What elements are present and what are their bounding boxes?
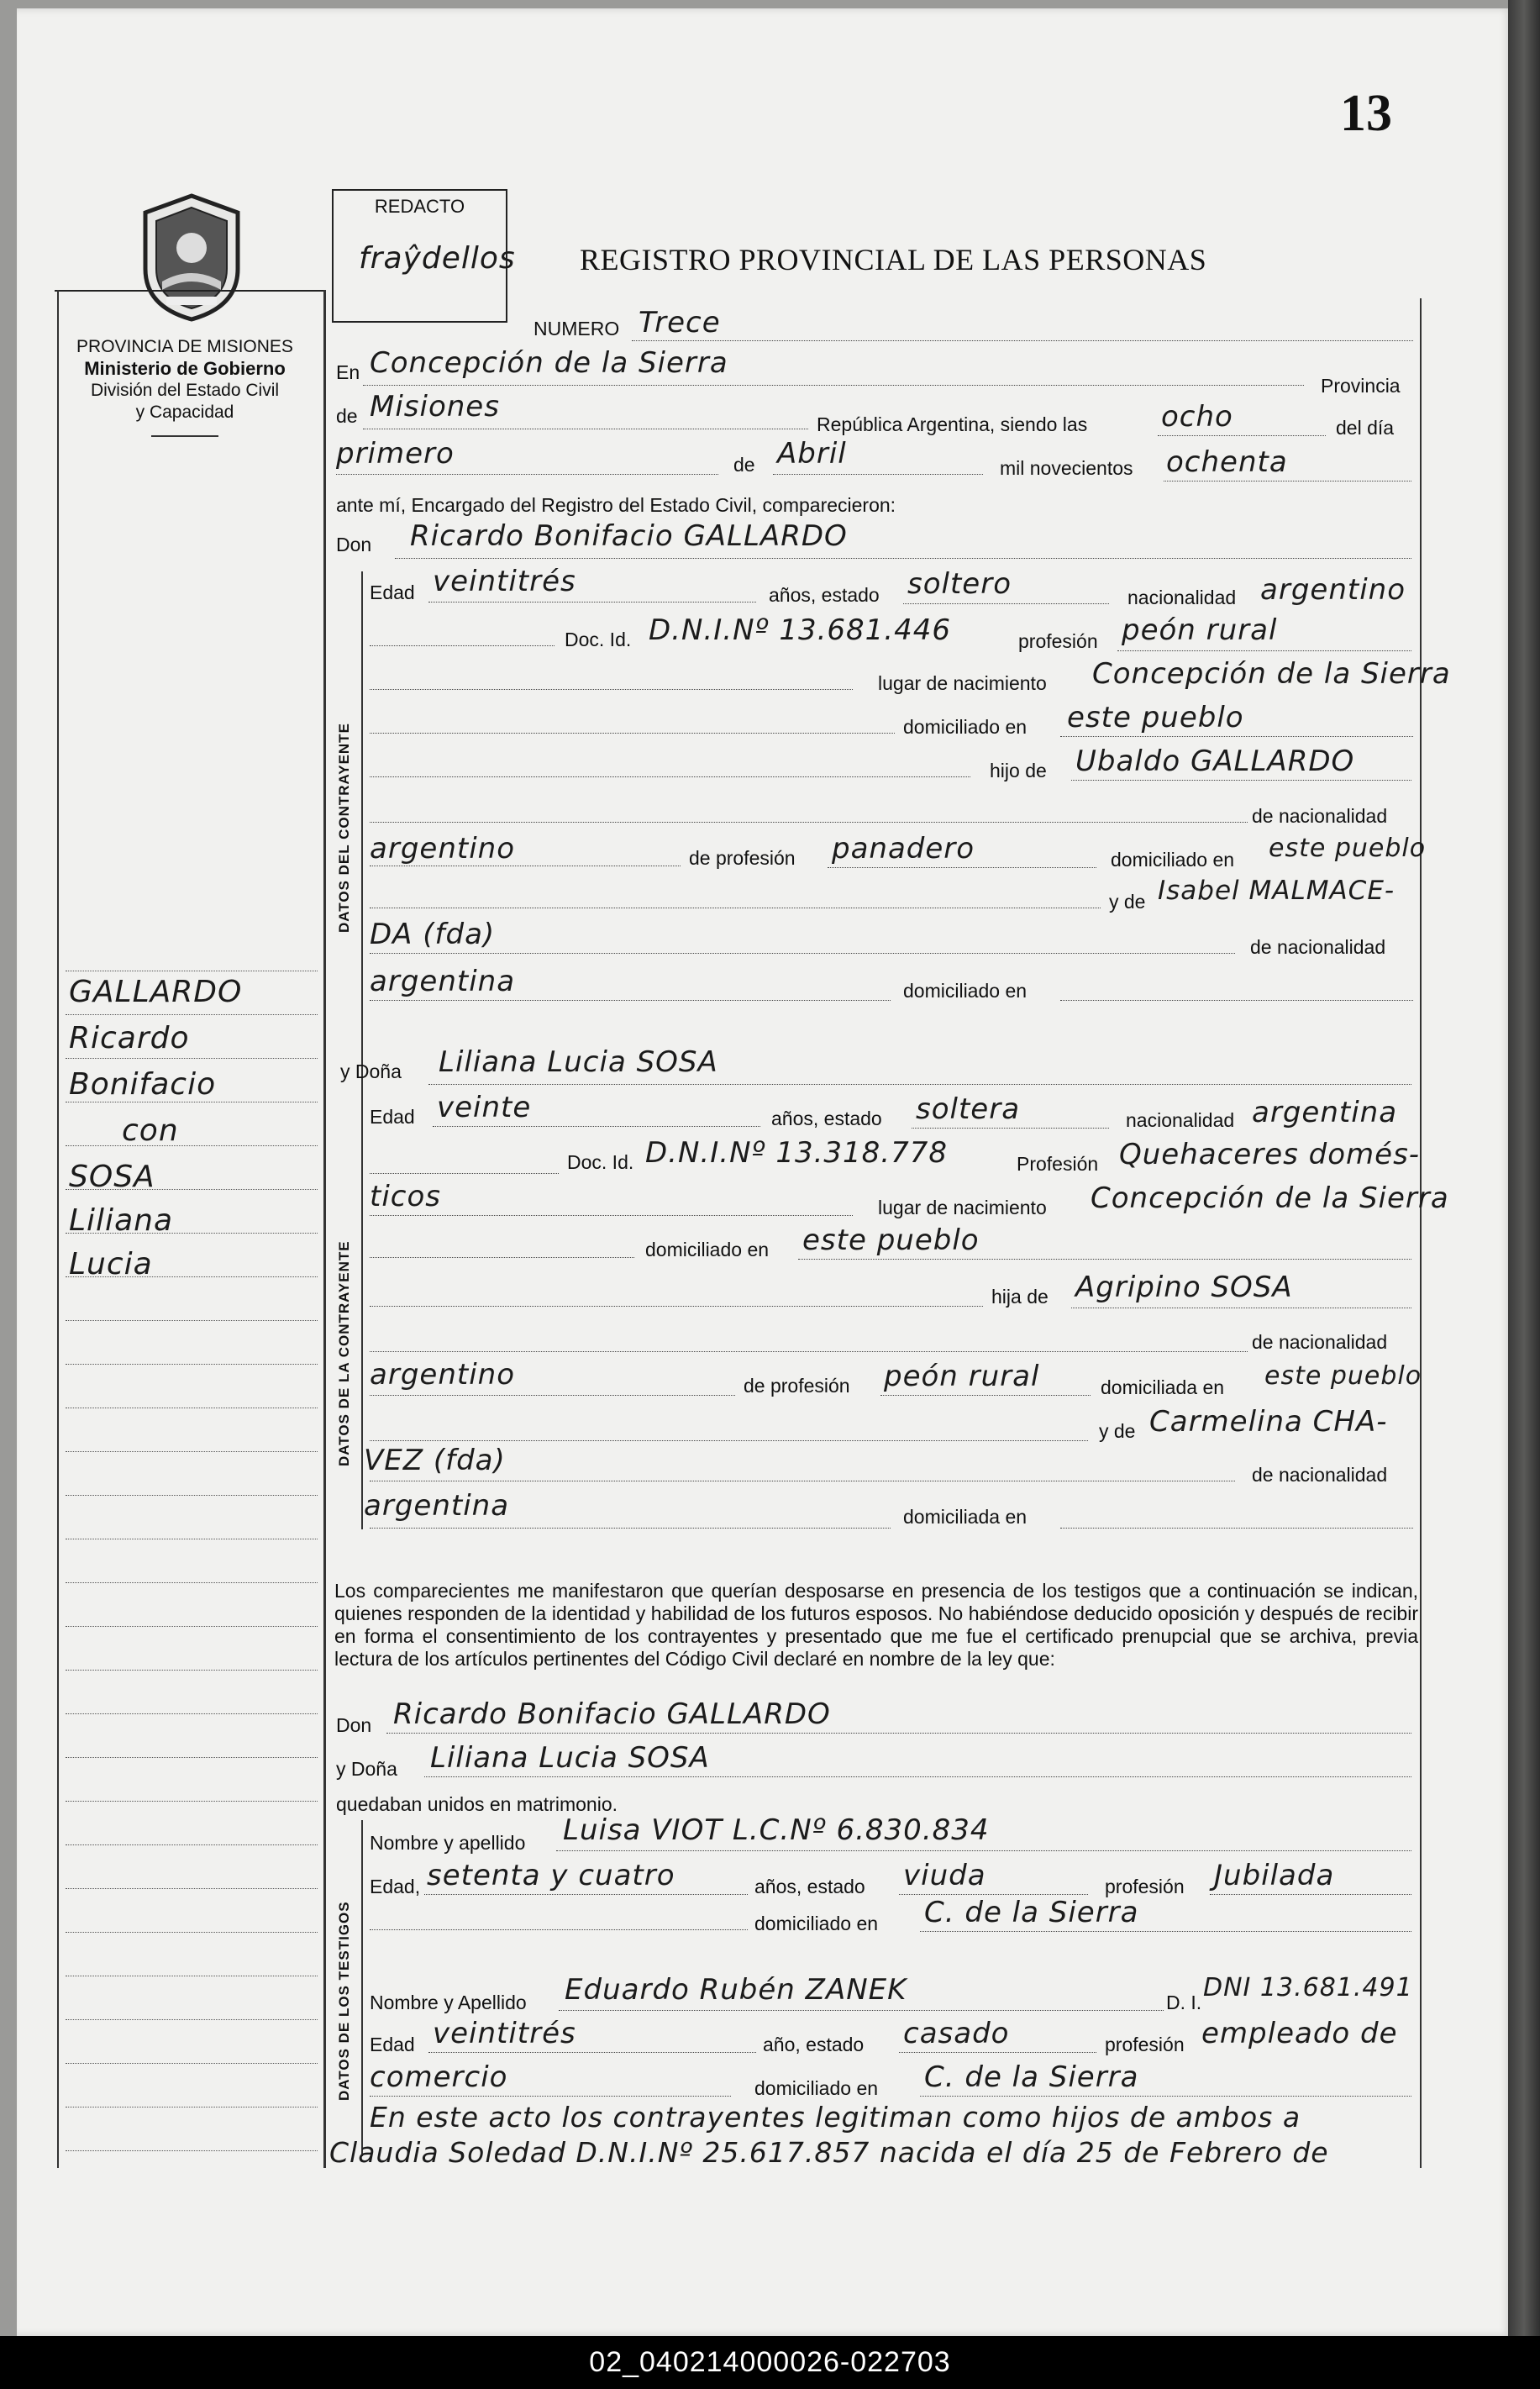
margin-name-surname: GALLARDO <box>69 975 243 1009</box>
profesion-f-label: Profesión <box>1017 1153 1099 1175</box>
t2-nombre-value: Eduardo Rubén ZANEK <box>565 1973 907 2007</box>
hora-value: ocho <box>1161 400 1233 434</box>
redacto-signature: fraŷdellos <box>359 241 516 276</box>
provincia-value: Misiones <box>370 390 500 424</box>
contrayente-section-label: DATOS DEL CONTRAYENTE <box>336 723 352 933</box>
t2-profesion-value: empleado de <box>1201 2017 1398 2050</box>
anios-estado-f-label: años, estado <box>771 1108 882 1129</box>
de-nacionalidad-f-label: de nacionalidad <box>1252 1331 1388 1353</box>
doc-value: D.N.I.Nº 13.681.446 <box>649 613 951 647</box>
file-name: 02_040214000026-022703 <box>589 2346 951 2378</box>
division-line: División del Estado Civil <box>90 381 280 400</box>
redacto-box <box>332 189 516 323</box>
testigos-section-label: DATOS DE LOS TESTIGOS <box>336 1901 352 2101</box>
redacto-label: REDACTO <box>374 196 465 217</box>
lugar-nacimiento-f-label: lugar de nacimiento <box>878 1197 1047 1218</box>
t2-doc-value: DNI 13.681.491 <box>1203 1973 1413 2002</box>
padre-value: Ubaldo GALLARDO <box>1075 745 1355 778</box>
decl-don-value: Ricardo Bonifacio GALLARDO <box>393 1697 831 1731</box>
madre-domicilio-label: domiciliado en <box>903 980 1028 1002</box>
margin-name-first: Ricardo <box>69 1021 190 1055</box>
profesion-f-value-cont: ticos <box>370 1180 441 1213</box>
madre-f-nacionalidad-value: argentina <box>364 1489 510 1523</box>
padre-f-profesion-value: peón rural <box>884 1360 1040 1393</box>
t2-profesion-label: profesión <box>1105 2034 1185 2055</box>
t2-profesion-value-cont: comercio <box>370 2060 508 2094</box>
t2-edad-label: Edad <box>370 2034 415 2055</box>
numero-value: Trece <box>639 306 721 339</box>
domicilio-label: domiciliado en <box>903 716 1028 738</box>
t2-nombre-label: Nombre y Apellido <box>370 1992 527 2013</box>
nacionalidad-f-value: argentina <box>1252 1096 1398 1129</box>
t1-edad-label: Edad, <box>370 1876 421 1897</box>
edad-f-value: veinte <box>437 1091 532 1124</box>
estado-value: soltero <box>907 567 1012 601</box>
edad-value: veintitrés <box>433 565 576 598</box>
madre-f-domicilio-label: domiciliada en <box>903 1506 1028 1528</box>
decl-don-label: Don <box>336 1714 372 1736</box>
quedaban-text: quedaban unidos en matrimonio. <box>336 1793 618 1815</box>
don-value: Ricardo Bonifacio GALLARDO <box>410 519 848 553</box>
madre-value-cont: DA (fda) <box>370 918 496 951</box>
padre-f-value: Agripino SOSA <box>1075 1271 1293 1304</box>
anio-value: ochenta <box>1166 445 1288 479</box>
margin-name-second: Bonifacio <box>69 1067 217 1102</box>
de-profesion-label: de profesión <box>689 847 796 869</box>
ante-label: ante mí, Encargado del Registro del Estado Civil, comparecieron: <box>336 494 896 516</box>
padre-domicilio-label: domiciliado en <box>1111 849 1235 871</box>
padre-profesion-value: panadero <box>832 832 975 866</box>
dona-value: Liliana Lucia SOSA <box>439 1045 718 1079</box>
de-label: de <box>336 405 358 427</box>
nacionalidad-label: nacionalidad <box>1127 587 1237 608</box>
edad-f-label: Edad <box>370 1106 415 1128</box>
doc-label: Doc. Id. <box>565 629 632 650</box>
domicilio-value: este pueblo <box>1067 701 1244 734</box>
padre-f-domicilio-value: este pueblo <box>1264 1361 1422 1391</box>
legitimation-note-line1: En este acto los contrayentes legitiman como hijos de ambos a <box>370 2101 1301 2134</box>
padre-f-domicilio-label: domiciliada en <box>1101 1376 1225 1398</box>
madre-nacionalidad-value: argentina <box>370 965 516 998</box>
lugar-nacimiento-value: Concepción de la Sierra <box>1092 657 1451 691</box>
margin-name-con: con <box>122 1113 179 1148</box>
doc-f-value: D.N.I.Nº 13.318.778 <box>645 1136 948 1170</box>
margin-name-second2: Lucia <box>69 1247 153 1281</box>
t2-edad-value: veintitrés <box>433 2017 576 2050</box>
margin-name-first2: Liliana <box>69 1203 173 1238</box>
t1-nombre-value: Luisa VIOT L.C.Nº 6.830.834 <box>563 1813 990 1847</box>
main-column-divider <box>323 290 325 2168</box>
t1-profesion-label: profesión <box>1105 1876 1185 1897</box>
t1-estado-label: años, estado <box>754 1876 865 1897</box>
de-nacionalidad-label: de nacionalidad <box>1252 805 1388 827</box>
t2-doc-label: D. I. <box>1166 1992 1202 2013</box>
hijo-de-label: hijo de <box>990 760 1047 781</box>
t2-domicilio-value: C. de la Sierra <box>924 2060 1139 2094</box>
lugar-value: Concepción de la Sierra <box>370 346 728 380</box>
profesion-label: profesión <box>1018 630 1098 652</box>
decl-dona-label: y Doña <box>336 1758 397 1780</box>
madre-value: Isabel MALMACE- <box>1158 876 1395 906</box>
profesion-value: peón rural <box>1122 613 1278 647</box>
de-mes-label: de <box>733 454 755 476</box>
padre-nacionalidad-value: argentino <box>370 832 515 866</box>
madre-f-nacionalidad-label: de nacionalidad <box>1252 1464 1388 1486</box>
dia-value: primero <box>336 437 455 471</box>
dona-label: y Doña <box>340 1060 402 1082</box>
book-binding <box>1508 0 1540 2353</box>
padre-domicilio-value: este pueblo <box>1269 834 1427 863</box>
decl-dona-value: Liliana Lucia SOSA <box>430 1741 710 1775</box>
capacity-line: y Capacidad <box>135 403 234 422</box>
y-de-f-label: y de <box>1099 1420 1136 1442</box>
mil-label: mil novecientos <box>1000 457 1133 479</box>
t1-nombre-label: Nombre y apellido <box>370 1832 526 1854</box>
t2-estado-label: año, estado <box>763 2034 865 2055</box>
testigos-section-line <box>361 1820 363 2156</box>
padre-f-nacionalidad-value: argentino <box>370 1358 515 1392</box>
hija-de-label: hija de <box>991 1286 1049 1308</box>
lugar-nacimiento-label: lugar de nacimiento <box>878 672 1047 694</box>
right-border <box>1420 298 1422 2168</box>
madre-f-value: Carmelina CHA- <box>1149 1405 1388 1439</box>
en-label: En <box>336 361 360 383</box>
page-number: 13 <box>1340 85 1392 142</box>
nacionalidad-f-label: nacionalidad <box>1126 1109 1235 1131</box>
domicilio-f-value: este pueblo <box>802 1223 980 1257</box>
domicilio-f-label: domiciliado en <box>645 1239 770 1260</box>
edad-label: Edad <box>370 581 415 603</box>
contrayente-f-section-label: DATOS DE LA CONTRAYENTE <box>336 1240 352 1466</box>
republica-label: República Argentina, siendo las <box>817 413 1088 435</box>
doc-f-label: Doc. Id. <box>567 1151 634 1173</box>
lugar-nacimiento-f-value: Concepción de la Sierra <box>1091 1181 1449 1215</box>
t2-domicilio-label: domiciliado en <box>754 2077 879 2099</box>
t1-profesion-value: Jubilada <box>1214 1859 1335 1892</box>
declaration-paragraph: Los comparecientes me manifestaron que querían desposarse en presencia de los testigos que a continuación se indican, quienes responden de la identidad y habilidad de los futuros esposos. No habiéndose deducido oposición y después de recibir en forma el consentimiento de los contrayentes y presentado que me fue el certificado prenupcial que se archiva, previa lectura de los artículos pertinentes del Código Civil declaré en nombre de la ley que: <box>334 1580 1418 1670</box>
de-profesion-f-label: de profesión <box>744 1375 850 1397</box>
don-label: Don <box>336 534 372 555</box>
y-de-label: y de <box>1109 891 1146 913</box>
t1-edad-value: setenta y cuatro <box>427 1859 675 1892</box>
province-line: PROVINCIA DE MISIONES <box>76 337 293 356</box>
legitimation-note-line2: Claudia Soledad D.N.I.Nº 25.617.857 nacida el día 25 de Febrero de <box>329 2136 1329 2169</box>
del-dia-label: del día <box>1336 417 1395 439</box>
t2-estado-value: casado <box>903 2017 1010 2050</box>
contrayente-sections-line <box>361 571 363 1529</box>
anios-estado-label: años, estado <box>769 584 880 606</box>
profesion-f-value: Quehaceres domés- <box>1119 1138 1421 1171</box>
margin-name-surname2: SOSA <box>69 1160 155 1194</box>
document-title: REGISTRO PROVINCIAL DE LAS PERSONAS <box>580 243 1207 276</box>
madre-nacionalidad-label: de nacionalidad <box>1250 936 1386 958</box>
provincia-label: Provincia <box>1321 375 1401 397</box>
ministry-line: Ministerio de Gobierno <box>84 358 286 379</box>
t1-estado-value: viuda <box>903 1859 986 1892</box>
numero-label: NUMERO <box>533 318 620 339</box>
estado-f-value: soltera <box>916 1092 1021 1126</box>
t1-domicilio-value: C. de la Sierra <box>924 1896 1139 1929</box>
mes-value: Abril <box>777 437 847 471</box>
madre-f-value-cont: VEZ (fda) <box>364 1444 506 1477</box>
nacionalidad-value: argentino <box>1260 573 1406 607</box>
t1-domicilio-label: domiciliado en <box>754 1913 879 1934</box>
